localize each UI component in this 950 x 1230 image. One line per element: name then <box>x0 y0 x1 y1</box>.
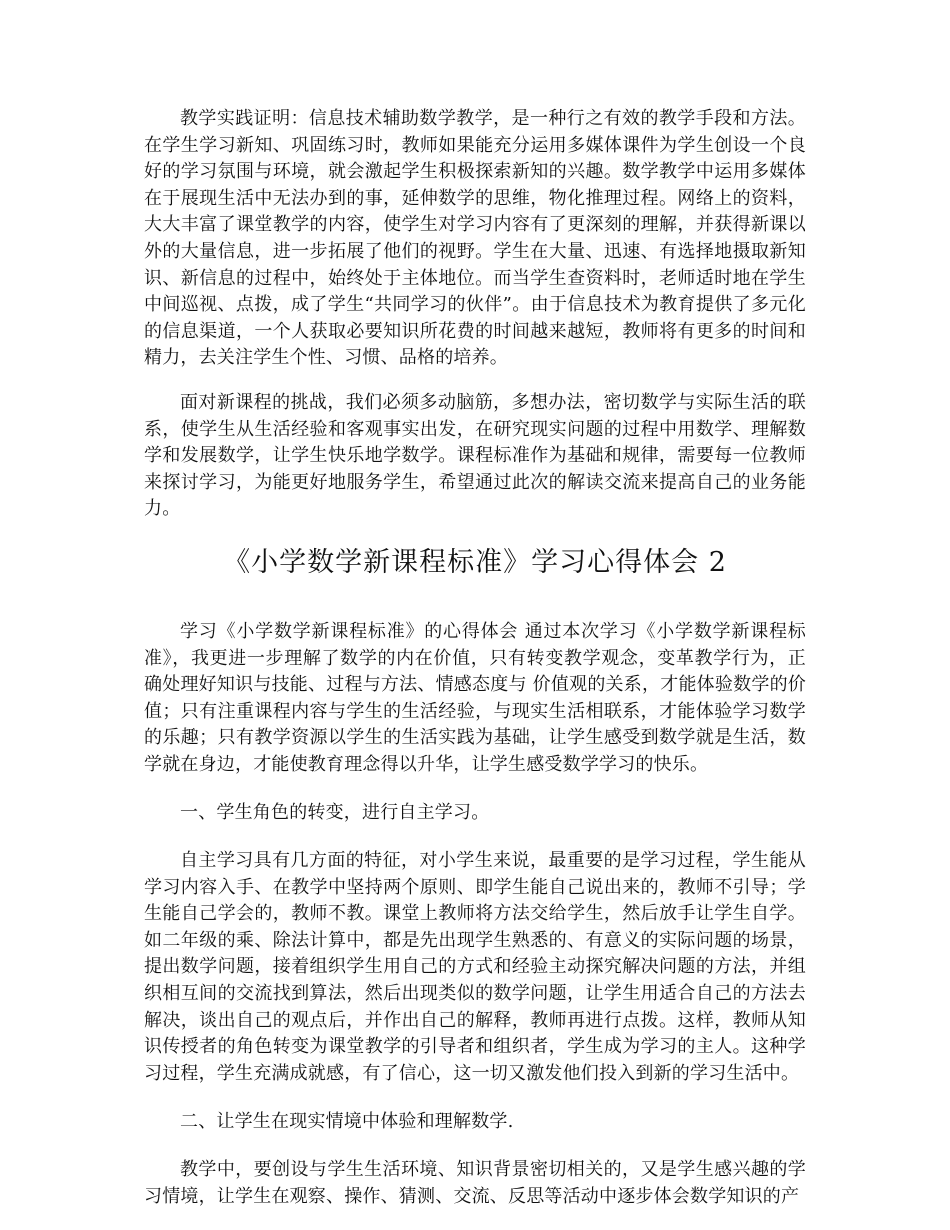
paragraph-real-situations: 教学中，要创设与学生生活环境、知识背景密切相关的，又是学生感兴趣的学习情境，让学生在观察、操作、猜测、交流、反思等活动中逐步体会数学知识的产 <box>144 1159 806 1207</box>
paragraph-intro: 学习《小学数学新课程标准》的心得体会 通过本次学习《小学数学新课程标准》，我更进一步理解了数学的内在价值，只有转变教学观念，变革教学行为，正确处理好知识与技能、过程与方法、情感态度与 价值观的关系，才能体验数学的价值；只有注重课程内容与学生的生活经验，与现实生活相联系，才能体验学习数学的乐趣；只有教学资源以学生的生活实践为基础，让学生感受到数学就是生活，数学就在身边，才能使教育理念得以升华，让学生感受数学学习的快乐。 <box>144 620 806 775</box>
paragraph-new-curriculum: 面对新课程的挑战，我们必须多动脑筋，多想办法，密切数学与实际生活的联系，使学生从生活经验和客观事实出发，在研究现实问题的过程中用数学、理解数学和发展数学，让学生快乐地学数学。课程标准作为基础和规律，需要每一位教师来探讨学习，为能更好地服务学生，希望通过此次的解读交流来提高自己的业务能力。 <box>144 391 806 520</box>
heading-point-one: 一、学生角色的转变，进行自主学习。 <box>180 802 490 824</box>
paragraph-autonomous-learning: 自主学习具有几方面的特征，对小学生来说，最重要的是学习过程，学生能从学习内容入手、在教学中坚持两个原则、即学生能自己说出来的，教师不引导；学生能自己学会的，教师不教。课堂上教师将方法交给学生，然后放手让学生自学。如二年级的乘、除法计算中，都是先出现学生熟悉的、有意义的实际问题的场景，提出数学问题，接着组织学生用自己的方式和经验主动探究解决问题的方法，并组织相互间的交流找到算法，然后出现类似的数学问题，让学生用适合自己的方法去解决，谈出自己的观点后，并作出自己的解释，教师再进行点拨。这样，教师从知识传授者的角色转变为课堂教学的引导者和组织者，学生成为学习的主人。这种学习过程，学生充满成就感，有了信心，这一切又激发他们投入到新的学习生活中。 <box>144 850 806 1084</box>
paragraph-info-tech: 教学实践证明：信息技术辅助数学教学，是一种行之有效的教学手段和方法。在学生学习新知、巩固练习时，教师如果能充分运用多媒体课件为学生创设一个良好的学习氛围与环境，就会激起学生积极探索新知的兴趣。数学教学中运用多媒体在于展现生活中无法办到的事，延伸数学的思维，物化推理过程。网络上的资料，大大丰富了课堂教学的内容，使学生对学习内容有了更深刻的理解，并获得新课以外的大量信息，进一步拓展了他们的视野。学生在大量、迅速、有选择地摄取新知识、新信息的过程中，始终处于主体地位。而当学生查资料时，老师适时地在学生中间巡视、点拨，成了学生“共同学习的伙伴”。由于信息技术为教育提供了多元化的信息渠道，一个人获取必要知识所花费的时间越来越短，教师将有更多的时间和精力，去关注学生个性、习惯、品格的培养。 <box>144 108 806 369</box>
section-title: 《小学数学新课程标准》学习心得体会 2 <box>223 546 727 578</box>
heading-point-two: 二、让学生在现实情境中体验和理解数学. <box>180 1111 514 1133</box>
